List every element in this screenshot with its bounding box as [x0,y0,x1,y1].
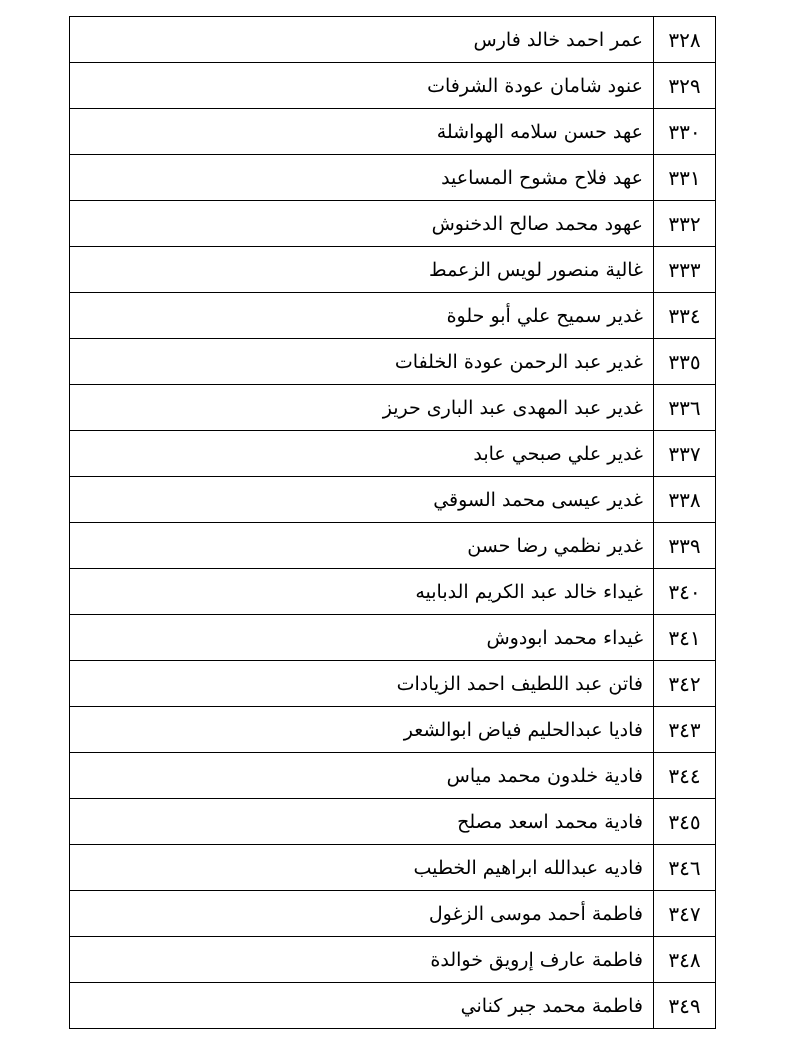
table-row [70,477,716,523]
table-row [70,615,716,661]
table-row [70,661,716,707]
row-name: غدير علي صبحي عابد [70,431,654,477]
names-list-page [69,16,716,1029]
table-row [70,983,716,1029]
row-name: عنود شامان عودة الشرفات [70,63,654,109]
row-name: فاطمة أحمد موسى الزغول [70,891,654,937]
row-number: ٣٣٥ [654,339,716,385]
row-name: فادية محمد اسعد مصلح [70,799,654,845]
table-row [70,109,716,155]
row-name: فاطمة محمد جبر كناني [70,983,654,1029]
table-row [70,385,716,431]
row-name: غدير نظمي رضا حسن [70,523,654,569]
row-name: عهد حسن سلامه الهواشلة [70,109,654,155]
row-number: ٣٤٥ [654,799,716,845]
row-number: ٣٤٢ [654,661,716,707]
row-number: ٣٤٨ [654,937,716,983]
row-name: عهود محمد صالح الدخنوش [70,201,654,247]
row-number: ٣٤٠ [654,569,716,615]
table-row [70,937,716,983]
row-name: غدير عبد الرحمن عودة الخلفات [70,339,654,385]
row-name: فاديه عبدالله ابراهيم الخطيب [70,845,654,891]
table-row [70,569,716,615]
row-number: ٣٢٨ [654,17,716,63]
row-number: ٣٤٩ [654,983,716,1029]
row-number: ٣٢٩ [654,63,716,109]
row-number: ٣٣٠ [654,109,716,155]
table-row [70,201,716,247]
names-table [69,16,716,1029]
row-name: فادية خلدون محمد مياس [70,753,654,799]
table-row [70,753,716,799]
row-name: غيداء محمد ابودوش [70,615,654,661]
row-name: فاتن عبد اللطيف احمد الزيادات [70,661,654,707]
table-row [70,17,716,63]
table-row [70,247,716,293]
row-number: ٣٤١ [654,615,716,661]
names-table-body [70,17,716,1029]
row-number: ٣٤٣ [654,707,716,753]
table-row [70,293,716,339]
row-number: ٣٣٦ [654,385,716,431]
row-name: غالية منصور لويس الزعمط [70,247,654,293]
table-row [70,63,716,109]
table-row [70,799,716,845]
row-name: غدير عيسى محمد السوقي [70,477,654,523]
row-number: ٣٣٩ [654,523,716,569]
row-number: ٣٣٨ [654,477,716,523]
table-row [70,523,716,569]
row-number: ٣٣١ [654,155,716,201]
row-name: عمر احمد خالد فارس [70,17,654,63]
table-row [70,891,716,937]
row-number: ٣٤٧ [654,891,716,937]
row-number: ٣٣٢ [654,201,716,247]
table-row [70,431,716,477]
row-number: ٣٣٧ [654,431,716,477]
table-row [70,339,716,385]
row-number: ٣٣٤ [654,293,716,339]
row-number: ٣٣٣ [654,247,716,293]
row-name: فاديا عبدالحليم فياض ابوالشعر [70,707,654,753]
table-row [70,845,716,891]
row-name: فاطمة عارف إرويق خوالدة [70,937,654,983]
table-row [70,155,716,201]
row-number: ٣٤٤ [654,753,716,799]
row-name: غدير عبد المهدى عبد البارى حريز [70,385,654,431]
row-name: عهد فلاح مشوح المساعيد [70,155,654,201]
row-name: غيداء خالد عبد الكريم الدبابيه [70,569,654,615]
row-name: غدير سميح علي أبو حلوة [70,293,654,339]
row-number: ٣٤٦ [654,845,716,891]
table-row [70,707,716,753]
